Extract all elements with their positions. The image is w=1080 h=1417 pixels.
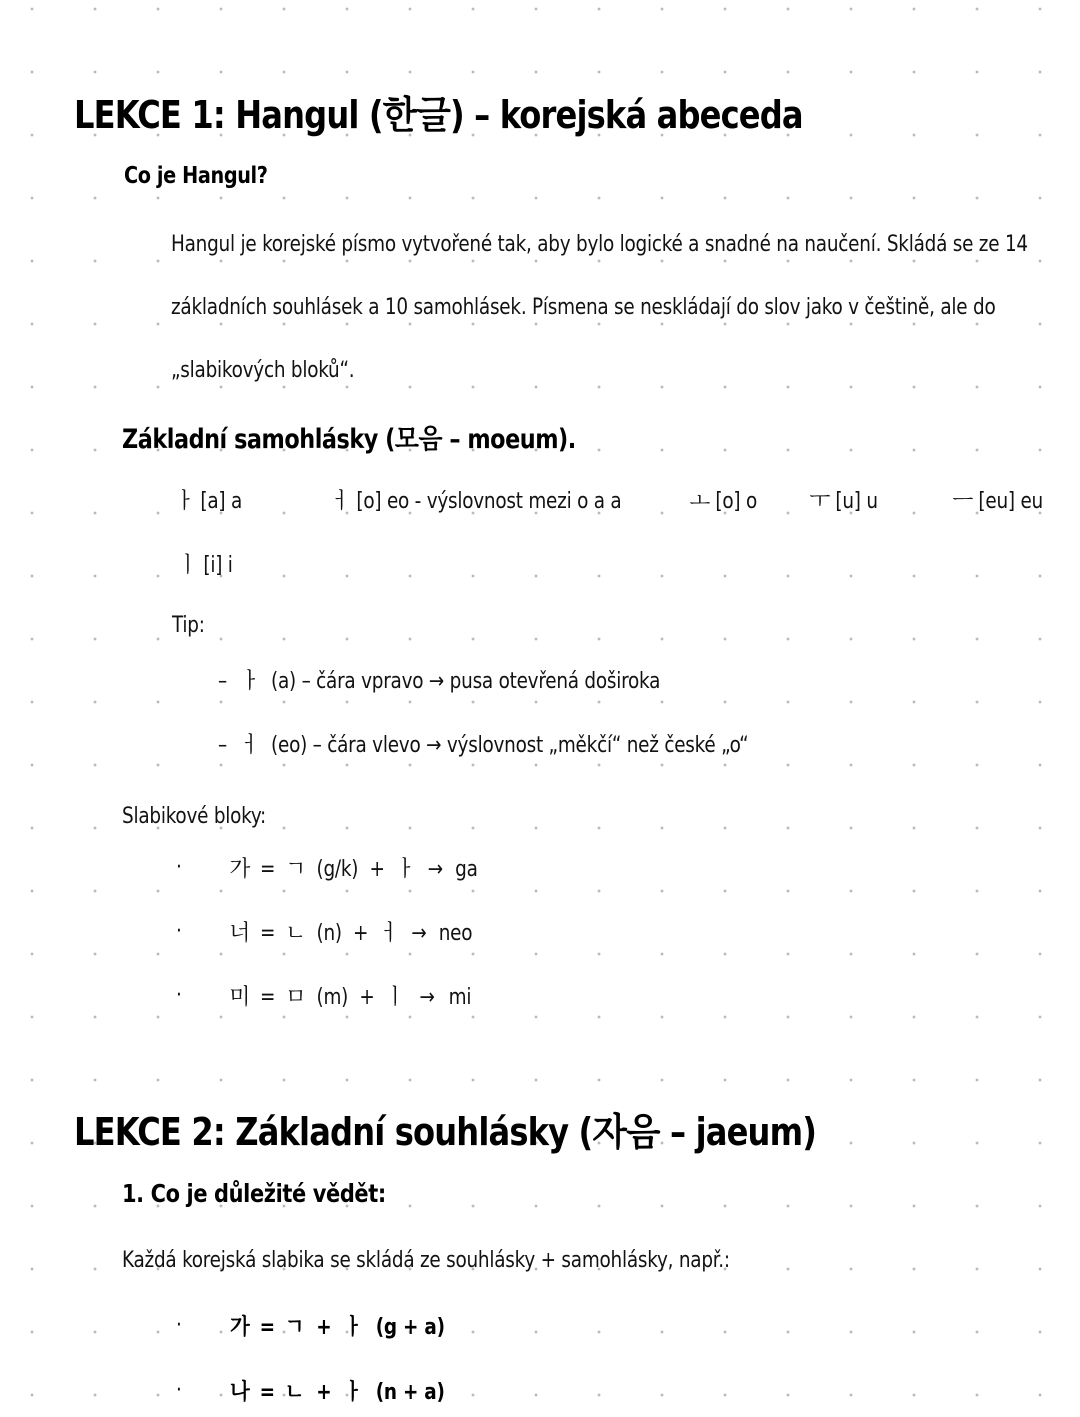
block-arrow-1: → — [427, 857, 443, 882]
block-bullet-1: · — [176, 855, 182, 880]
block-bullet-3: · — [176, 983, 182, 1008]
block-bullet-2: · — [176, 919, 182, 944]
jamo-o: ㅗ — [689, 489, 711, 514]
example-vowel-a-1: ㅏ — [343, 1315, 364, 1340]
vowel-entry-eu — [953, 484, 1043, 515]
vowel-entry-o — [690, 484, 757, 515]
example-bullet-2: · — [176, 1378, 182, 1403]
example-bullet-1: · — [176, 1313, 182, 1338]
vowel-note-eo: [o] eo - výslovnost mezi o a a — [356, 489, 622, 514]
syllable-blocks-label: Slabikové bloky: — [122, 804, 267, 829]
lesson-1-question-heading: Co je Hangul? — [124, 163, 268, 189]
tip-jamo-eo: ㅓ — [239, 733, 261, 758]
jamo-u: ㅜ — [809, 489, 831, 514]
example-item-2 — [230, 1375, 445, 1406]
block-result-neo: neo — [438, 921, 473, 946]
jamo-eo: ㅓ — [330, 489, 352, 514]
block-syllable-mi: 미 — [229, 985, 251, 1010]
tip-dash-2: – — [218, 733, 227, 758]
block-eq-3: = — [260, 985, 276, 1010]
block-vowel-a: ㅏ — [395, 857, 417, 882]
lesson-2-section-heading: 1. Co je důležité vědět: — [122, 1179, 386, 1208]
lesson-1-title: LEKCE 1: Hangul (한글) – korejská abeceda — [74, 93, 803, 137]
block-syllable-ga: 가 — [229, 857, 251, 882]
example-note-1: (g + a) — [375, 1315, 445, 1340]
example-syllable-ga: 가 — [230, 1315, 250, 1340]
jamo-a: ㅏ — [174, 489, 196, 514]
block-consonant-note-3: (m) — [316, 985, 349, 1010]
example-plus-1: + — [316, 1315, 332, 1340]
lesson-1-paragraph-line-2: základních souhlásek a 10 samohlásek. Písmena se neskládají do slov jako v češtině, ale do — [171, 295, 996, 320]
block-plus-2: + — [353, 921, 369, 946]
example-eq-2: = — [259, 1380, 275, 1405]
lesson-1-paragraph-line-3: „slabikových bloků“. — [171, 358, 355, 383]
block-vowel-i: ㅣ — [385, 985, 407, 1010]
tip-item-1 — [218, 664, 660, 695]
block-vowel-eo: ㅓ — [378, 921, 400, 946]
block-item-3 — [230, 980, 471, 1011]
block-consonant-g: ㄱ — [284, 857, 306, 882]
tip-item-2 — [218, 728, 748, 759]
example-eq-1: = — [259, 1315, 275, 1340]
block-item-2 — [230, 916, 472, 947]
block-consonant-note-2: (n) — [316, 921, 342, 946]
tip-jamo-a: ㅏ — [239, 669, 261, 694]
example-note-2: (n + a) — [375, 1380, 445, 1405]
example-consonant-g: ㄱ — [284, 1315, 305, 1340]
lesson-1-paragraph-line-1: Hangul je korejské písmo vytvořené tak, aby bylo logické a snadné na naučení. Skládá se ze 14 — [171, 232, 1028, 257]
vowel-note-u: [u] u — [835, 489, 878, 514]
lesson-2-intro: Každá korejská slabika se skládá ze souhlásky + samohlásky, např.: — [122, 1248, 730, 1273]
example-syllable-na: 나 — [230, 1380, 250, 1405]
block-plus-1: + — [369, 857, 385, 882]
vowel-note-i: [i] i — [203, 553, 233, 578]
example-item-1 — [230, 1310, 445, 1341]
vowel-entry-u — [810, 484, 878, 515]
jamo-eu: ㅡ — [952, 489, 974, 514]
block-result-mi: mi — [448, 985, 472, 1010]
vowel-note-a: [a] a — [200, 489, 243, 514]
block-arrow-3: → — [419, 985, 435, 1010]
lesson-2-title: LEKCE 2: Základní souhlásky (자음 – jaeum) — [74, 1110, 817, 1154]
tip-text-1: (a) – čára vpravo → pusa otevřená doširoka — [271, 669, 661, 694]
block-plus-3: + — [359, 985, 375, 1010]
vowel-entry-i — [178, 548, 233, 579]
block-item-1 — [230, 852, 478, 883]
example-consonant-n: ㄴ — [284, 1380, 305, 1405]
block-arrow-2: → — [411, 921, 427, 946]
block-result-ga: ga — [455, 857, 478, 882]
block-consonant-n: ㄴ — [284, 921, 306, 946]
example-plus-2: + — [316, 1380, 332, 1405]
tip-dash-1: – — [218, 669, 227, 694]
block-consonant-m: ㅁ — [284, 985, 306, 1010]
tip-text-2: (eo) – čára vlevo → výslovnost „měkčí“ než české „o“ — [271, 733, 749, 758]
block-syllable-neo: 너 — [229, 921, 251, 946]
vowel-entry-eo — [331, 484, 621, 515]
vowel-note-o: [o] o — [715, 489, 757, 514]
vowel-note-eu: [eu] eu — [978, 489, 1043, 514]
jamo-i: ㅣ — [177, 553, 199, 578]
vowels-heading: Základní samohlásky (모음 – moeum). — [122, 424, 576, 455]
block-consonant-note-1: (g/k) — [316, 857, 359, 882]
block-eq-2: = — [260, 921, 276, 946]
tip-label: Tip: — [172, 613, 205, 638]
block-eq-1: = — [260, 857, 276, 882]
example-vowel-a-2: ㅏ — [343, 1380, 364, 1405]
vowel-entry-a — [175, 484, 242, 515]
